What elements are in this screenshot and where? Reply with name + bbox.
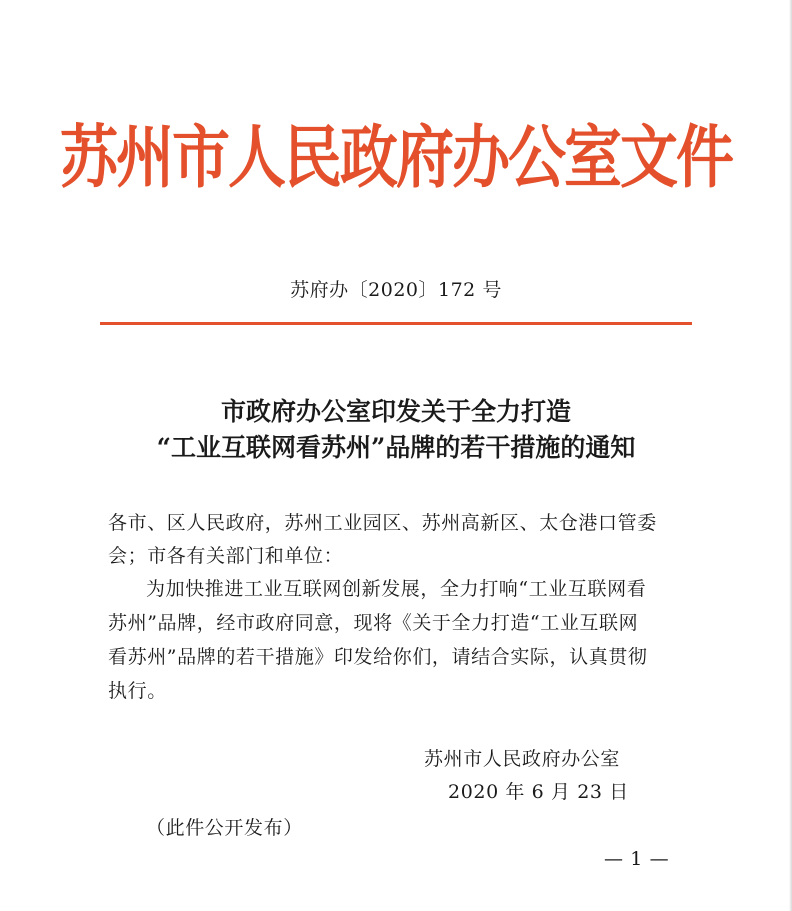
disclosure-note: （此件公开发布） (146, 817, 303, 839)
body-line-recipients-1: 各市、区人民政府，苏州工业园区、苏州高新区、太仓港口管委 (108, 512, 657, 534)
body-line-paragraph-4: 执行。 (108, 680, 167, 702)
notice-title-line-1: 市政府办公室印发关于全力打造 (220, 397, 571, 426)
body-line-paragraph-1: 为加快推进工业互联网创新发展，全力打响“工业互联网看 (146, 578, 647, 600)
body-line-paragraph-3: 看苏州”品牌的若干措施》印发给你们，请结合实际，认真贯彻 (108, 646, 648, 668)
page-number: — 1 — (604, 848, 670, 870)
body-line-paragraph-2: 苏州”品牌，经市政府同意，现将《关于全力打造“工业互联网 (108, 612, 639, 634)
body-line-recipients-2: 会；市各有关部门和单位： (108, 545, 344, 567)
document-number: 苏府办〔2020〕172 号 (290, 279, 502, 301)
issuing-office-header: 苏州市人民政府办公室文件 (59, 117, 732, 198)
red-separator-rule (100, 322, 692, 325)
issuer-signature: 苏州市人民政府办公室 (424, 748, 621, 770)
notice-title-line-2: “工业互联网看苏州”品牌的若干措施的通知 (156, 433, 636, 462)
issue-date: 2020 年 6 月 23 日 (448, 781, 629, 803)
